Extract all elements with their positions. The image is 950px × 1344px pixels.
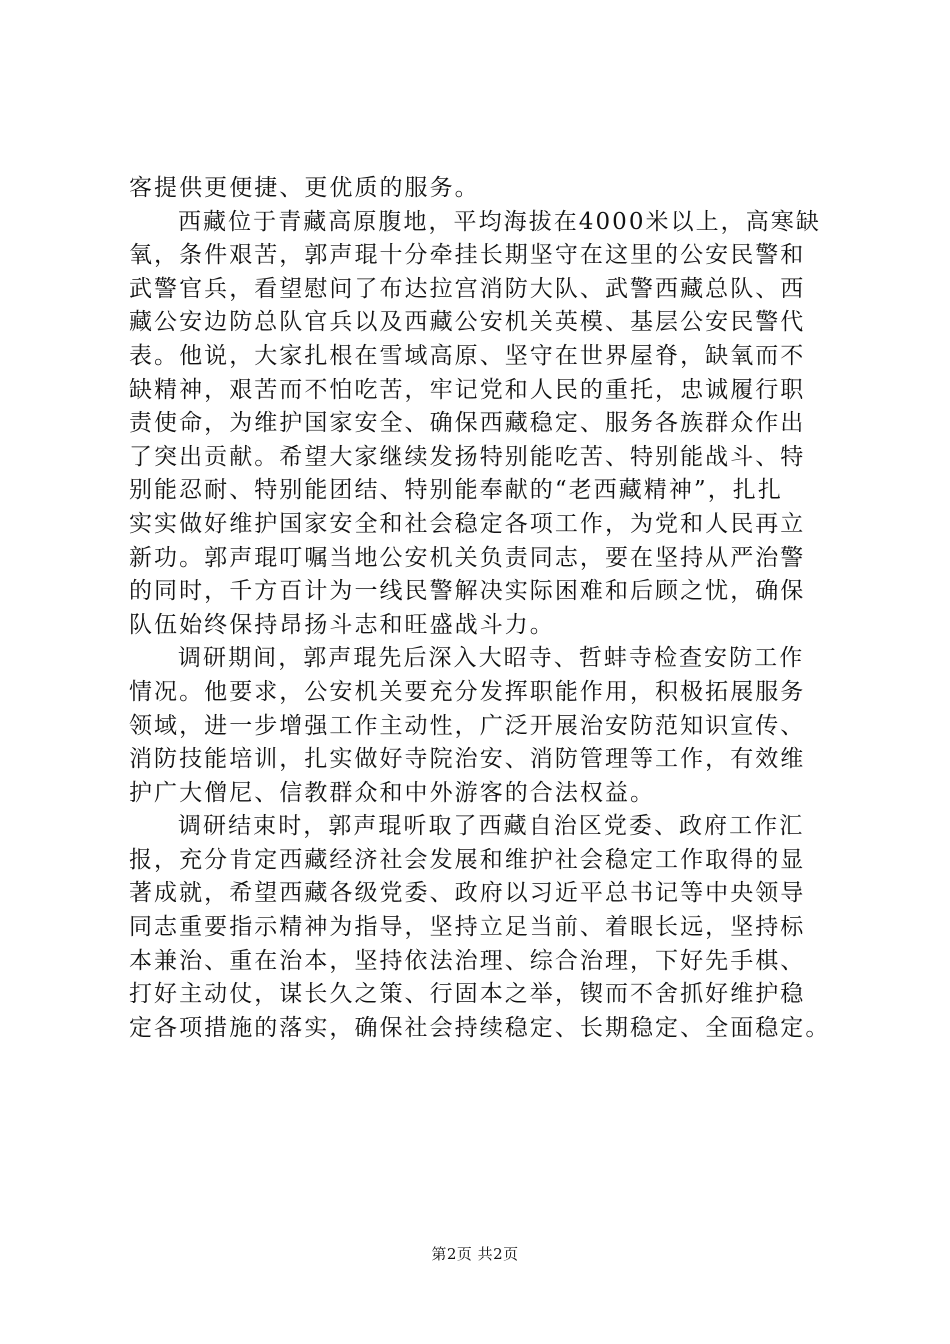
text-line: 表。他说，大家扎根在雪域高原、坚守在世界屋脊，缺氧而不 xyxy=(129,342,806,369)
text-line: 武警官兵，看望慰问了布达拉宫消防大队、武警西藏总队、西 xyxy=(129,275,806,302)
text-line: 客提供更便捷、更优质的服务。 xyxy=(129,175,480,201)
text-line: 打好主动仗，谋长久之策、行固本之举，锲而不舍抓好维护稳 xyxy=(129,981,806,1008)
paragraph xyxy=(129,810,847,1045)
text-line: 藏公安边防总队官兵以及西藏公安机关英模、基层公安民警代 xyxy=(129,309,806,336)
paragraph xyxy=(129,172,847,206)
text-line: 情况。他要求，公安机关要充分发挥职能作用，积极拓展服务 xyxy=(129,678,806,705)
text-line: 本兼治、重在治本，坚持依法治理、综合治理，下好先手棋、 xyxy=(129,947,806,974)
text-line: 新功。郭声琨叮嘱当地公安机关负责同志，要在坚持从严治警 xyxy=(129,544,806,571)
text-line: 调研期间，郭声琨先后深入大昭寺、哲蚌寺检查安防工作 xyxy=(178,645,805,672)
text-line: 报，充分肯定西藏经济社会发展和维护社会稳定工作取得的显 xyxy=(129,846,806,873)
text-line: 的同时，千方百计为一线民警解决实际困难和后顾之忧，确保 xyxy=(129,578,806,605)
paragraph xyxy=(129,206,847,643)
text-line: 护广大僧尼、信教群众和中外游客的合法权益。 xyxy=(129,779,656,806)
text-line: 队伍始终保持昂扬斗志和旺盛战斗力。 xyxy=(129,611,555,638)
document-body xyxy=(129,172,847,1045)
text-line: 责使命，为维护国家安全、确保西藏稳定、服务各族群众作出 xyxy=(129,410,806,437)
text-line: 调研结束时，郭声琨听取了西藏自治区党委、政府工作汇 xyxy=(178,813,805,840)
text-line: 氧，条件艰苦，郭声琨十分牵挂长期坚守在这里的公安民警和 xyxy=(129,242,806,269)
text-line: 消防技能培训，扎实做好寺院治安、消防管理等工作，有效维 xyxy=(129,746,806,773)
text-line: 了突出贡献。希望大家继续发扬特别能吃苦、特别能战斗、特 xyxy=(129,443,806,470)
text-line: 别能忍耐、特别能团结、特别能奉献的“老西藏精神”，扎扎 xyxy=(129,477,783,504)
page-footer: 第2页 共2页 xyxy=(431,1245,519,1263)
text-line: 领域，进一步增强工作主动性，广泛开展治安防范知识宣传、 xyxy=(129,712,806,739)
paragraph xyxy=(129,642,847,810)
text-line: 西藏位于青藏高原腹地，平均海拔在4000米以上，高寒缺 xyxy=(178,208,821,235)
text-line: 著成就，希望西藏各级党委、政府以习近平总书记等中央领导 xyxy=(129,880,806,907)
text-line: 缺精神，艰苦而不怕吃苦，牢记党和人民的重托，忠诚履行职 xyxy=(129,376,806,403)
text-line: 同志重要指示精神为指导，坚持立足当前、着眼长远，坚持标 xyxy=(129,914,806,941)
text-line: 定各项措施的落实，确保社会持续稳定、长期稳定、全面稳定。 xyxy=(129,1014,831,1041)
text-line: 实实做好维护国家安全和社会稳定各项工作，为党和人民再立 xyxy=(129,510,806,537)
